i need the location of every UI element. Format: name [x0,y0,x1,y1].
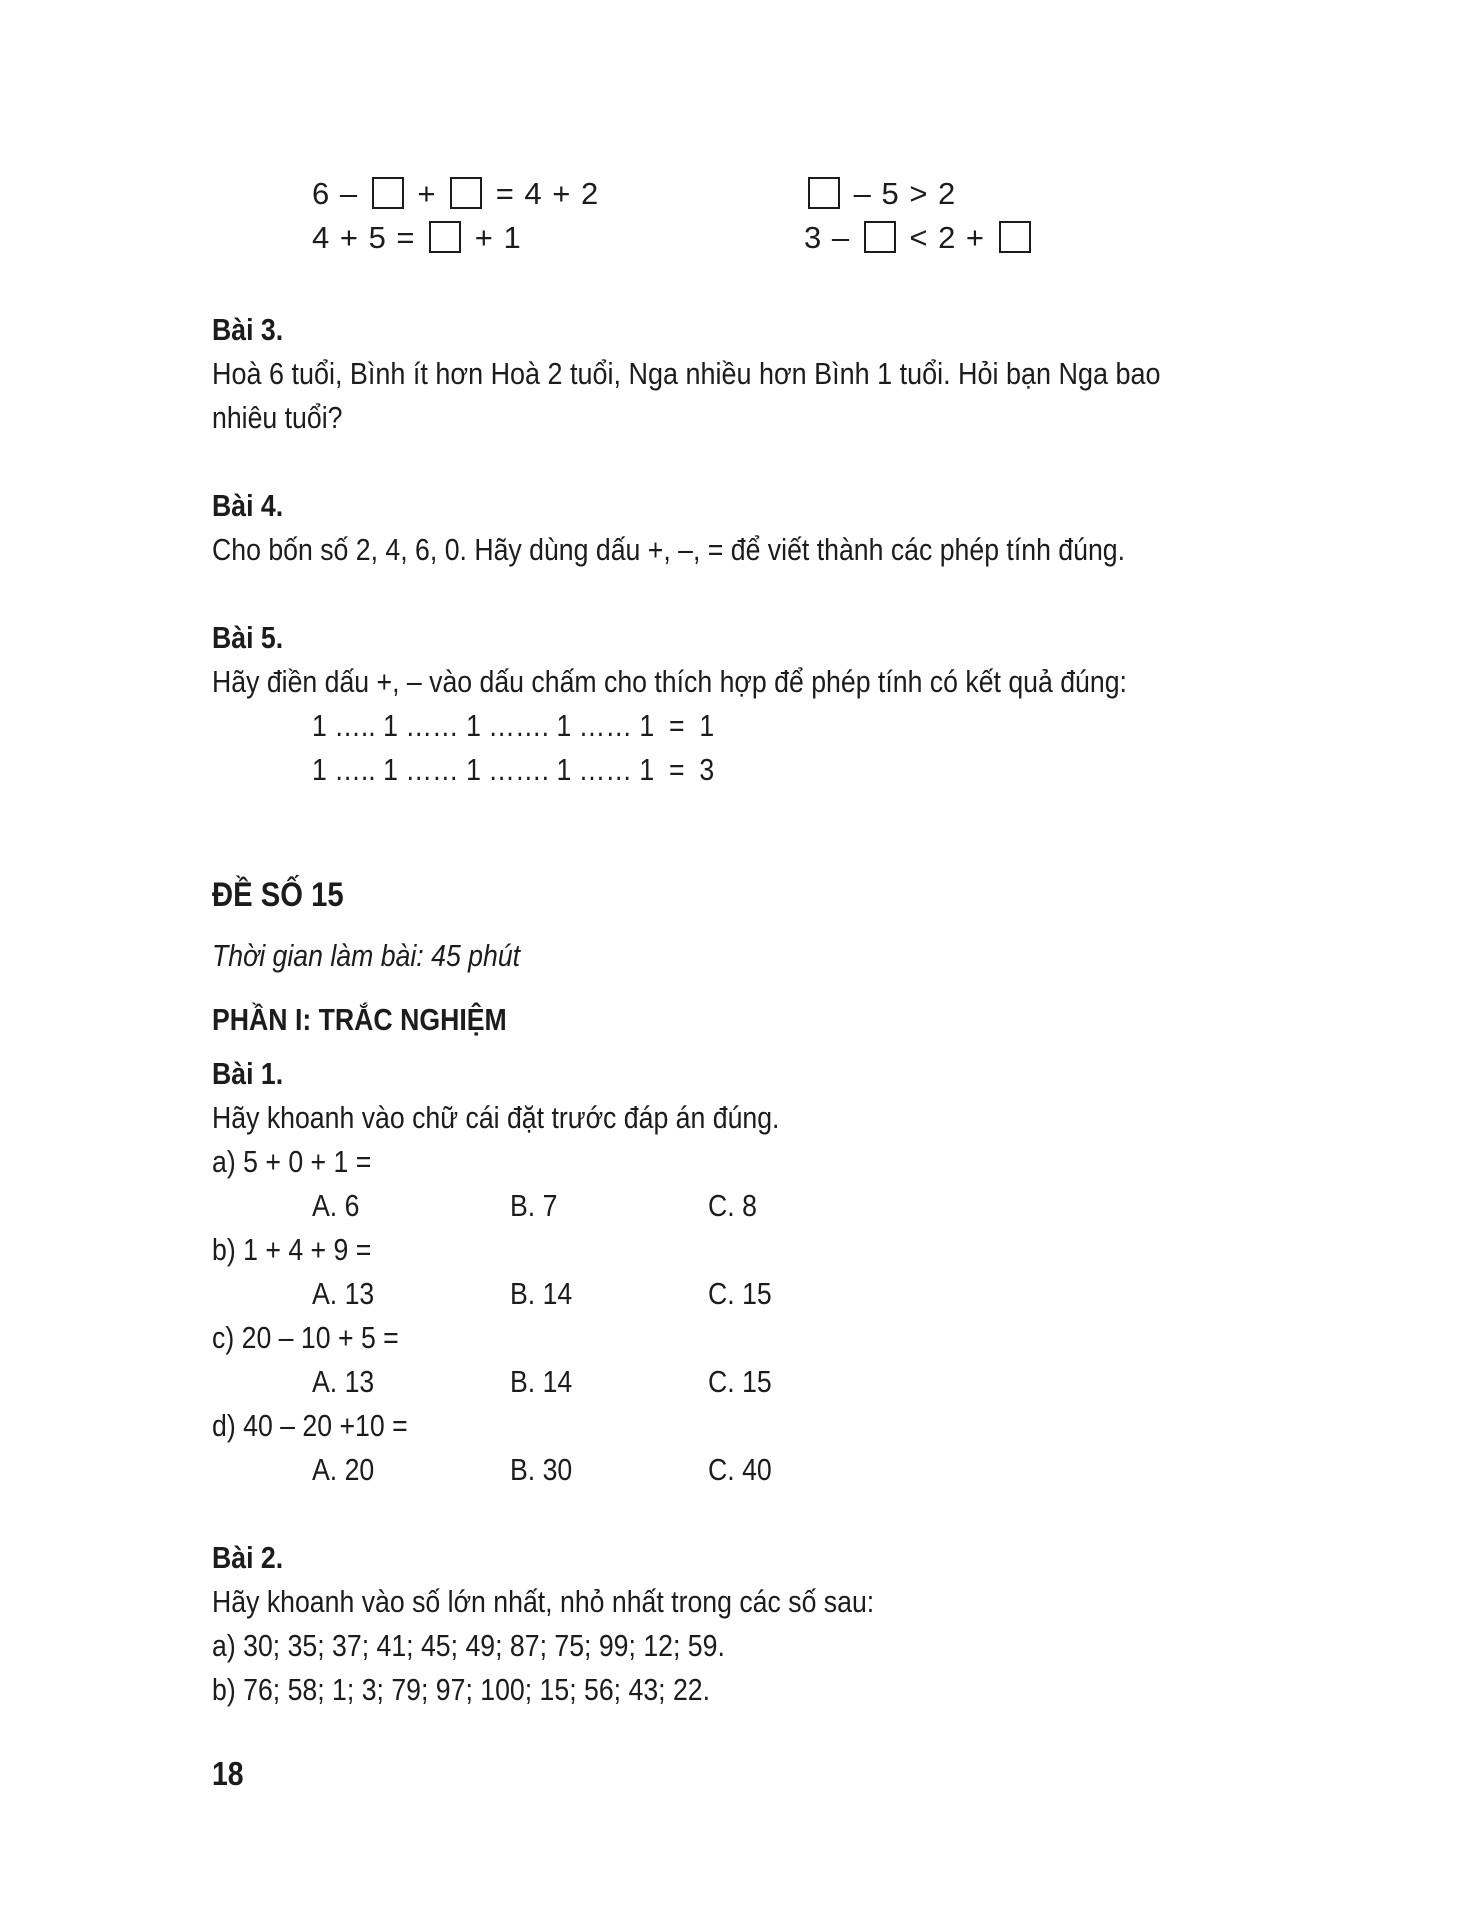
bai4-heading: Bài 4. [212,488,284,523]
equation-row2-left: 4 + 5 = + 1 [312,220,522,255]
equation-row2-right: 3 – < 2 + [804,220,1035,256]
bai3-text-line1: Hoà 6 tuổi, Bình ít hơn Hoà 2 tuổi, Nga nhiều hơn Bình 1 tuổi. Hỏi bạn Nga bao [212,356,1161,391]
option-c-A: A. 13 [312,1364,375,1399]
option-a-C: C. 8 [708,1188,757,1223]
option-b-A: A. 13 [312,1276,375,1311]
question-b: b) 1 + 4 + 9 = [212,1232,372,1267]
equation-row1-right: – 5 > 2 [804,176,956,212]
blank-box [808,177,840,209]
bai5-expression-1: 1 ….. 1 …… 1 ……. 1 …… 1 = 1 [312,708,715,743]
bai1-instruction: Hãy khoanh vào chữ cái đặt trước đáp án đúng. [212,1100,780,1135]
page-number: 18 [212,1755,244,1792]
blank-box [372,177,404,209]
option-b-C: C. 15 [708,1276,772,1311]
option-d-C: C. 40 [708,1452,772,1487]
part1-heading: PHẦN I: TRẮC NGHIỆM [212,1002,507,1037]
blank-box [864,221,896,253]
exam-title: ĐỀ SỐ 15 [212,876,344,914]
question-c: c) 20 – 10 + 5 = [212,1320,399,1355]
bai3-heading: Bài 3. [212,312,284,347]
equation-row1-left: 6 – + = 4 + 2 [312,176,600,211]
blank-box [429,221,461,253]
bai5-expression-2: 1 ….. 1 …… 1 ……. 1 …… 1 = 3 [312,752,715,787]
exam-time: Thời gian làm bài: 45 phút [212,938,521,973]
blank-box [450,177,482,209]
bai1-heading: Bài 1. [212,1056,284,1091]
blank-box [999,221,1031,253]
option-a-B: B. 7 [510,1188,558,1223]
option-d-B: B. 30 [510,1452,573,1487]
option-a-A: A. 6 [312,1188,360,1223]
option-c-C: C. 15 [708,1364,772,1399]
bai4-text: Cho bốn số 2, 4, 6, 0. Hãy dùng dấu +, –, = để viết thành các phép tính đúng. [212,532,1126,567]
option-c-B: B. 14 [510,1364,573,1399]
question-a: a) 5 + 0 + 1 = [212,1144,372,1179]
question-d: d) 40 – 20 +10 = [212,1408,408,1443]
bai5-text: Hãy điền dấu +, – vào dấu chấm cho thích hợp để phép tính có kết quả đúng: [212,664,1127,699]
bai5-heading: Bài 5. [212,620,284,655]
option-b-B: B. 14 [510,1276,573,1311]
option-d-A: A. 20 [312,1452,375,1487]
bai2-instruction: Hãy khoanh vào số lớn nhất, nhỏ nhất trong các số sau: [212,1584,875,1619]
bai2-list-b: b) 76; 58; 1; 3; 79; 97; 100; 15; 56; 43; 22. [212,1672,711,1707]
bai2-list-a: a) 30; 35; 37; 41; 45; 49; 87; 75; 99; 12; 59. [212,1628,725,1663]
bai2-heading: Bài 2. [212,1540,284,1575]
bai3-text-line2: nhiêu tuổi? [212,400,343,435]
